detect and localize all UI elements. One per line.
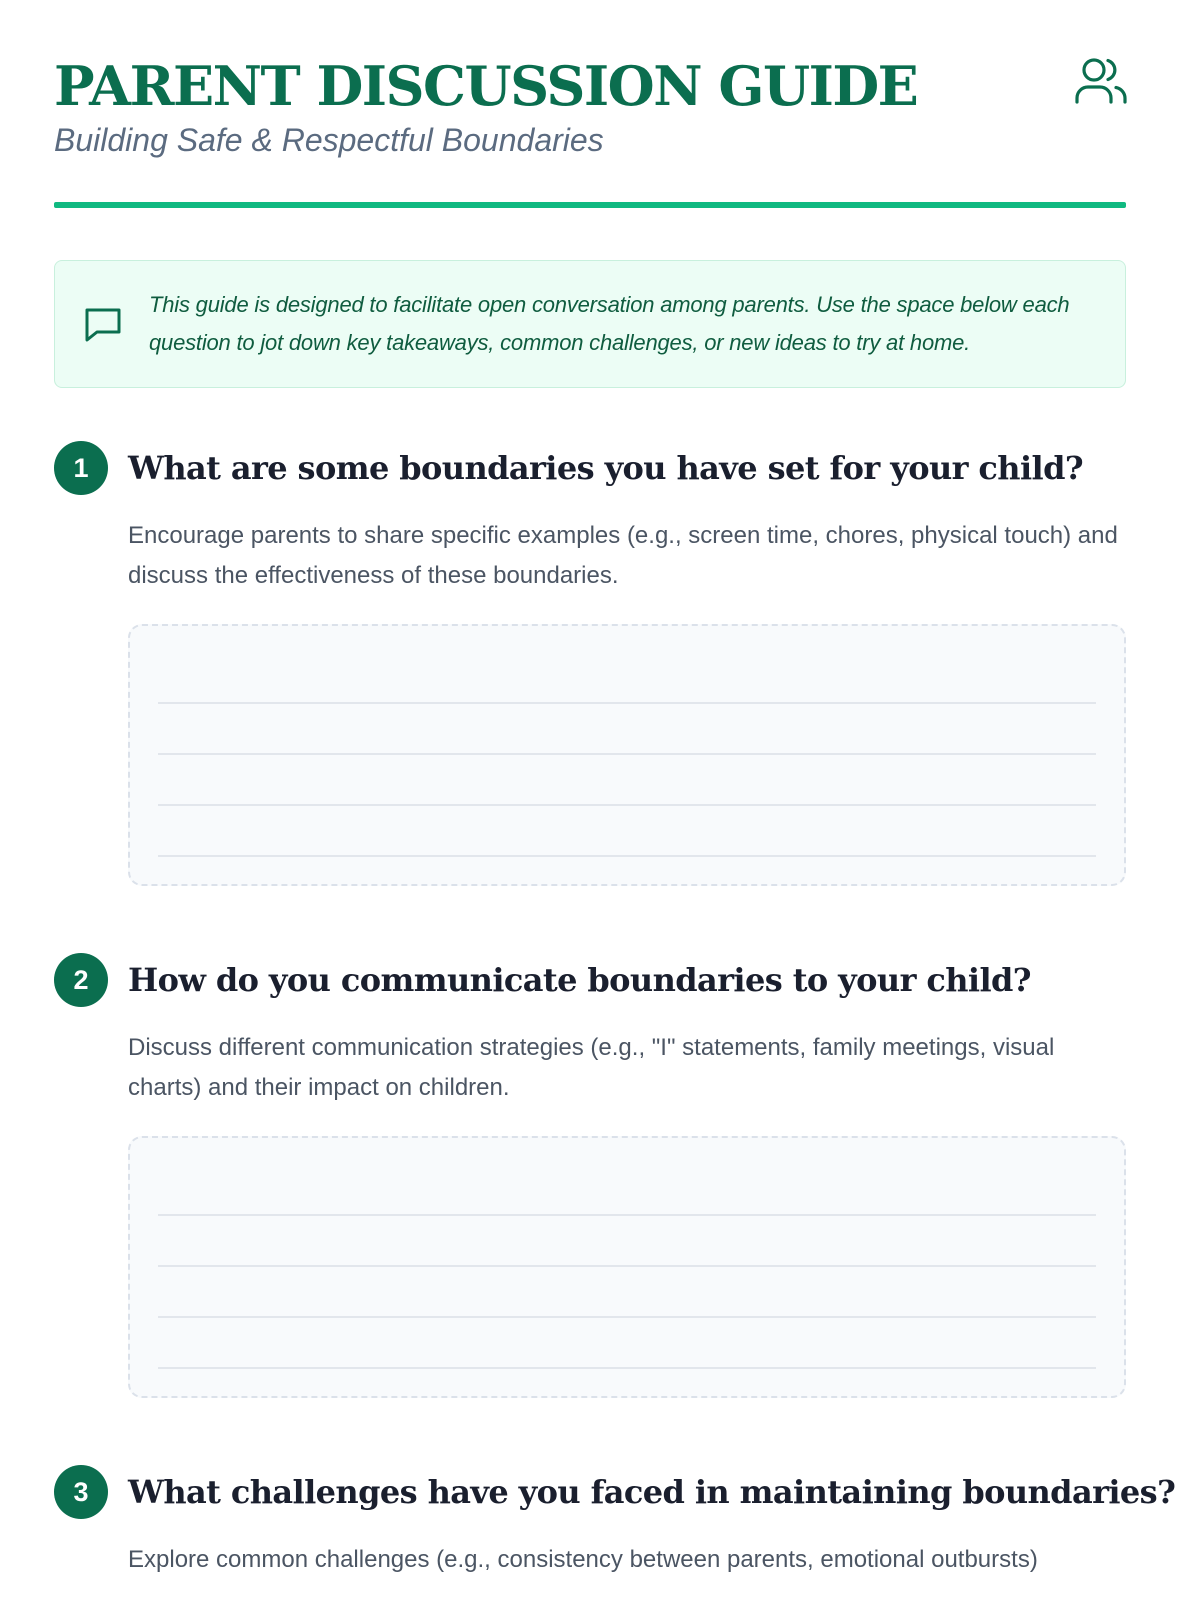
question-title: What challenges have you faced in maintaining boundaries? — [128, 1473, 1176, 1511]
question-number-badge: 3 — [54, 1465, 108, 1519]
page-title: PARENT DISCUSSION GUIDE — [54, 54, 918, 118]
question-title: What are some boundaries you have set for your child? — [128, 449, 1083, 487]
notes-area[interactable] — [128, 624, 1126, 886]
question-number-badge: 2 — [54, 953, 108, 1007]
note-line — [158, 753, 1096, 755]
note-line — [158, 855, 1096, 857]
question-header — [54, 1464, 1176, 1520]
question-2 — [54, 952, 1126, 1398]
question-header — [54, 440, 1126, 496]
message-square-icon — [83, 304, 123, 344]
note-line — [158, 1367, 1096, 1369]
question-title: How do you communicate boundaries to your child? — [128, 961, 1031, 999]
note-line — [158, 1265, 1096, 1267]
notes-area[interactable] — [128, 1136, 1126, 1398]
note-line — [158, 702, 1096, 704]
users-icon — [1074, 56, 1128, 106]
header — [54, 54, 1126, 202]
intro-text: This guide is designed to facilitate open conversation among parents. Use the space below each question to jot down key takeaways, common challenges, or new ideas to try at home. — [149, 292, 1070, 355]
question-description: Encourage parents to share specific examples (e.g., screen time, chores, physical touch) and discuss the effectiveness of these boundaries. — [128, 522, 1118, 589]
question-description: Explore common challenges (e.g., consistency between parents, emotional outbursts) — [128, 1546, 1038, 1573]
note-line — [158, 1214, 1096, 1216]
question-number-badge: 1 — [54, 441, 108, 495]
question-1 — [54, 440, 1126, 886]
page-subtitle: Building Safe & Respectful Boundaries — [54, 122, 604, 158]
question-3 — [54, 1464, 1176, 1580]
question-description: Discuss different communication strategies (e.g., "I" statements, family meetings, visual charts) and their impact on children. — [128, 1034, 1055, 1101]
note-line — [158, 804, 1096, 806]
header-divider — [54, 202, 1126, 208]
note-line — [158, 1316, 1096, 1318]
intro-box — [54, 260, 1126, 388]
question-header — [54, 952, 1126, 1008]
